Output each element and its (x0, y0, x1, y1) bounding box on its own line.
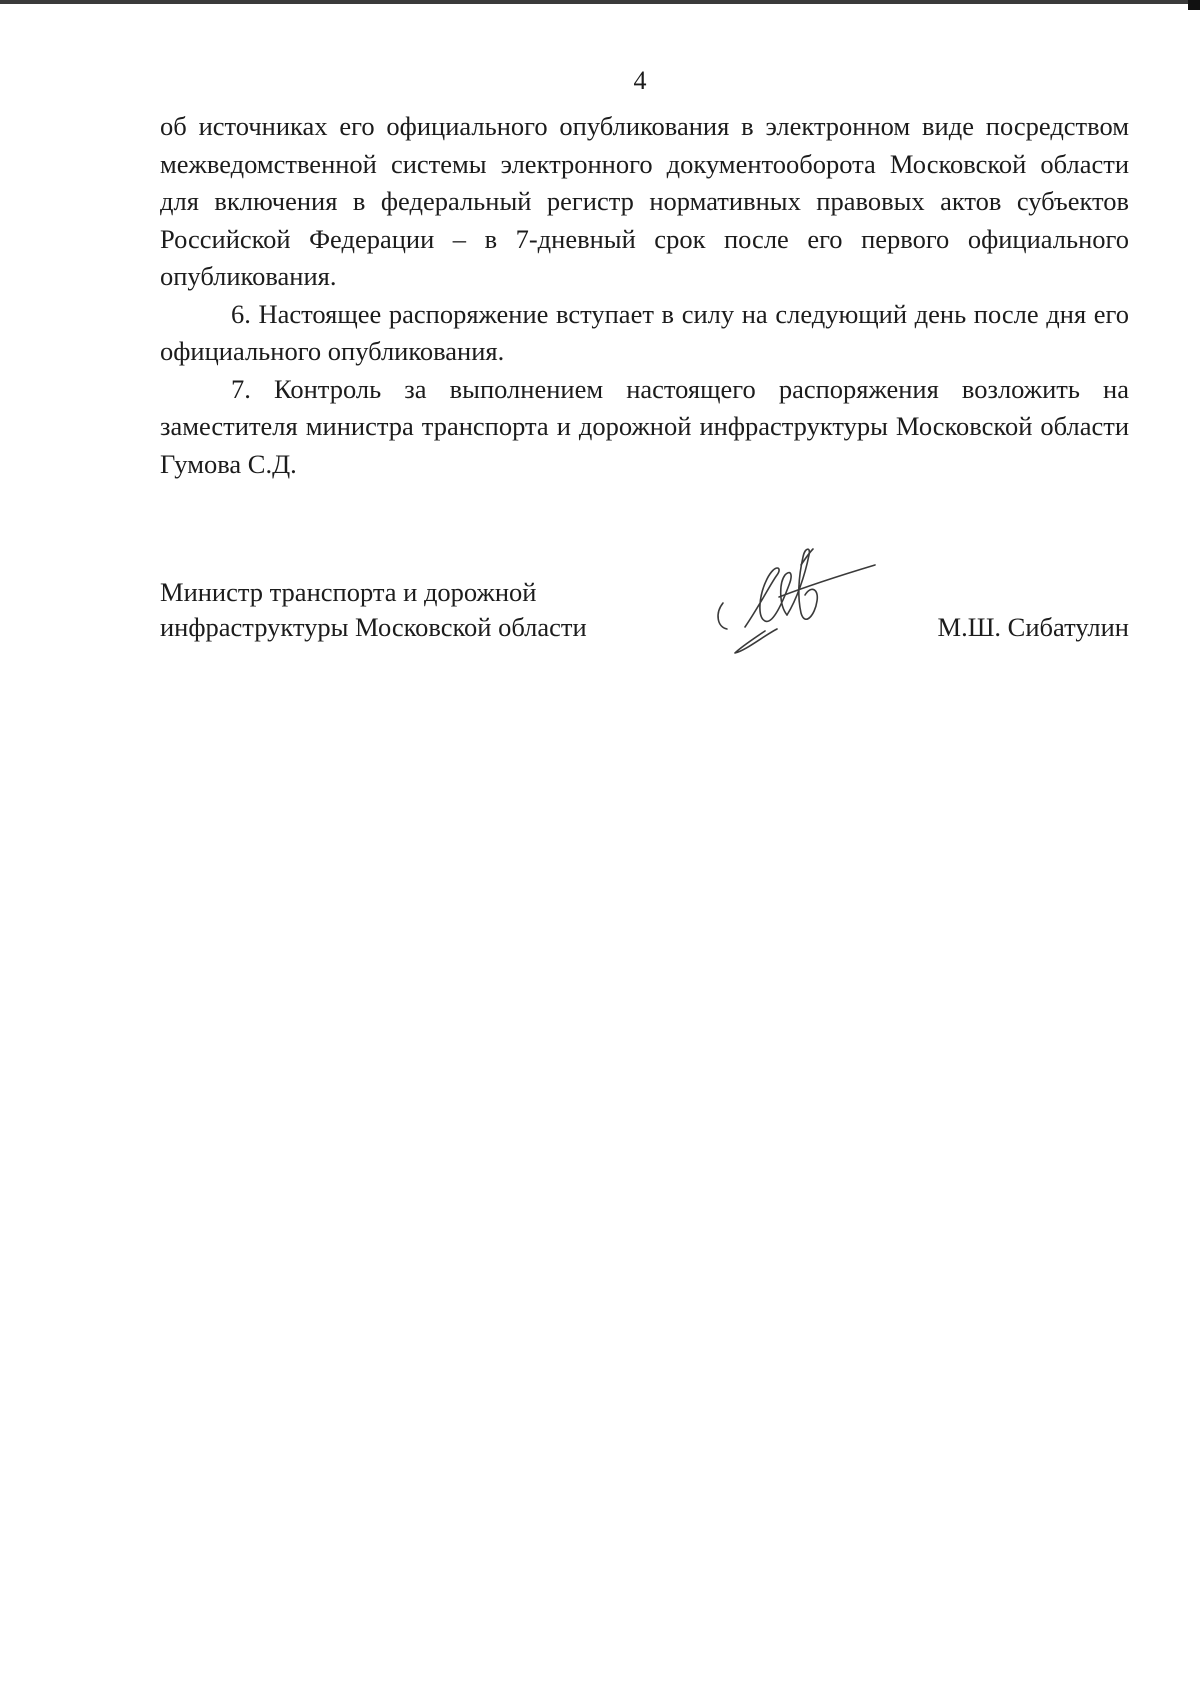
page-top-edge (0, 0, 1200, 10)
signer-name: М.Ш. Сибатулин (937, 612, 1129, 642)
signer-title (160, 575, 587, 645)
handwritten-signature (705, 535, 885, 655)
signer-title-line: Министр транспорта и дорожной (160, 577, 537, 607)
signer-title-line: инфраструктуры Московской области (160, 612, 587, 642)
paragraph-continuation: об источниках его официального опубликования в электронном виде посредством межведомственной системы электронного документооборота Московской области для включения в федеральный регистр нормативных правовых актов субъектов Российской Федерации – в 7-дневный срок после его первого официального опубликования. (160, 111, 1129, 291)
page-number: 4 (633, 66, 647, 95)
paragraph-7: 7. Контроль за выполнением настоящего распоряжения возложить на заместителя министра транспорта и дорожной инфраструктуры Московской области Гумова С.Д. (160, 373, 1129, 479)
document-body (160, 108, 1129, 483)
paragraph-6: 6. Настоящее распоряжение вступает в силу на следующий день после дня его официального опубликования. (160, 298, 1129, 366)
signature-block (160, 575, 1129, 675)
